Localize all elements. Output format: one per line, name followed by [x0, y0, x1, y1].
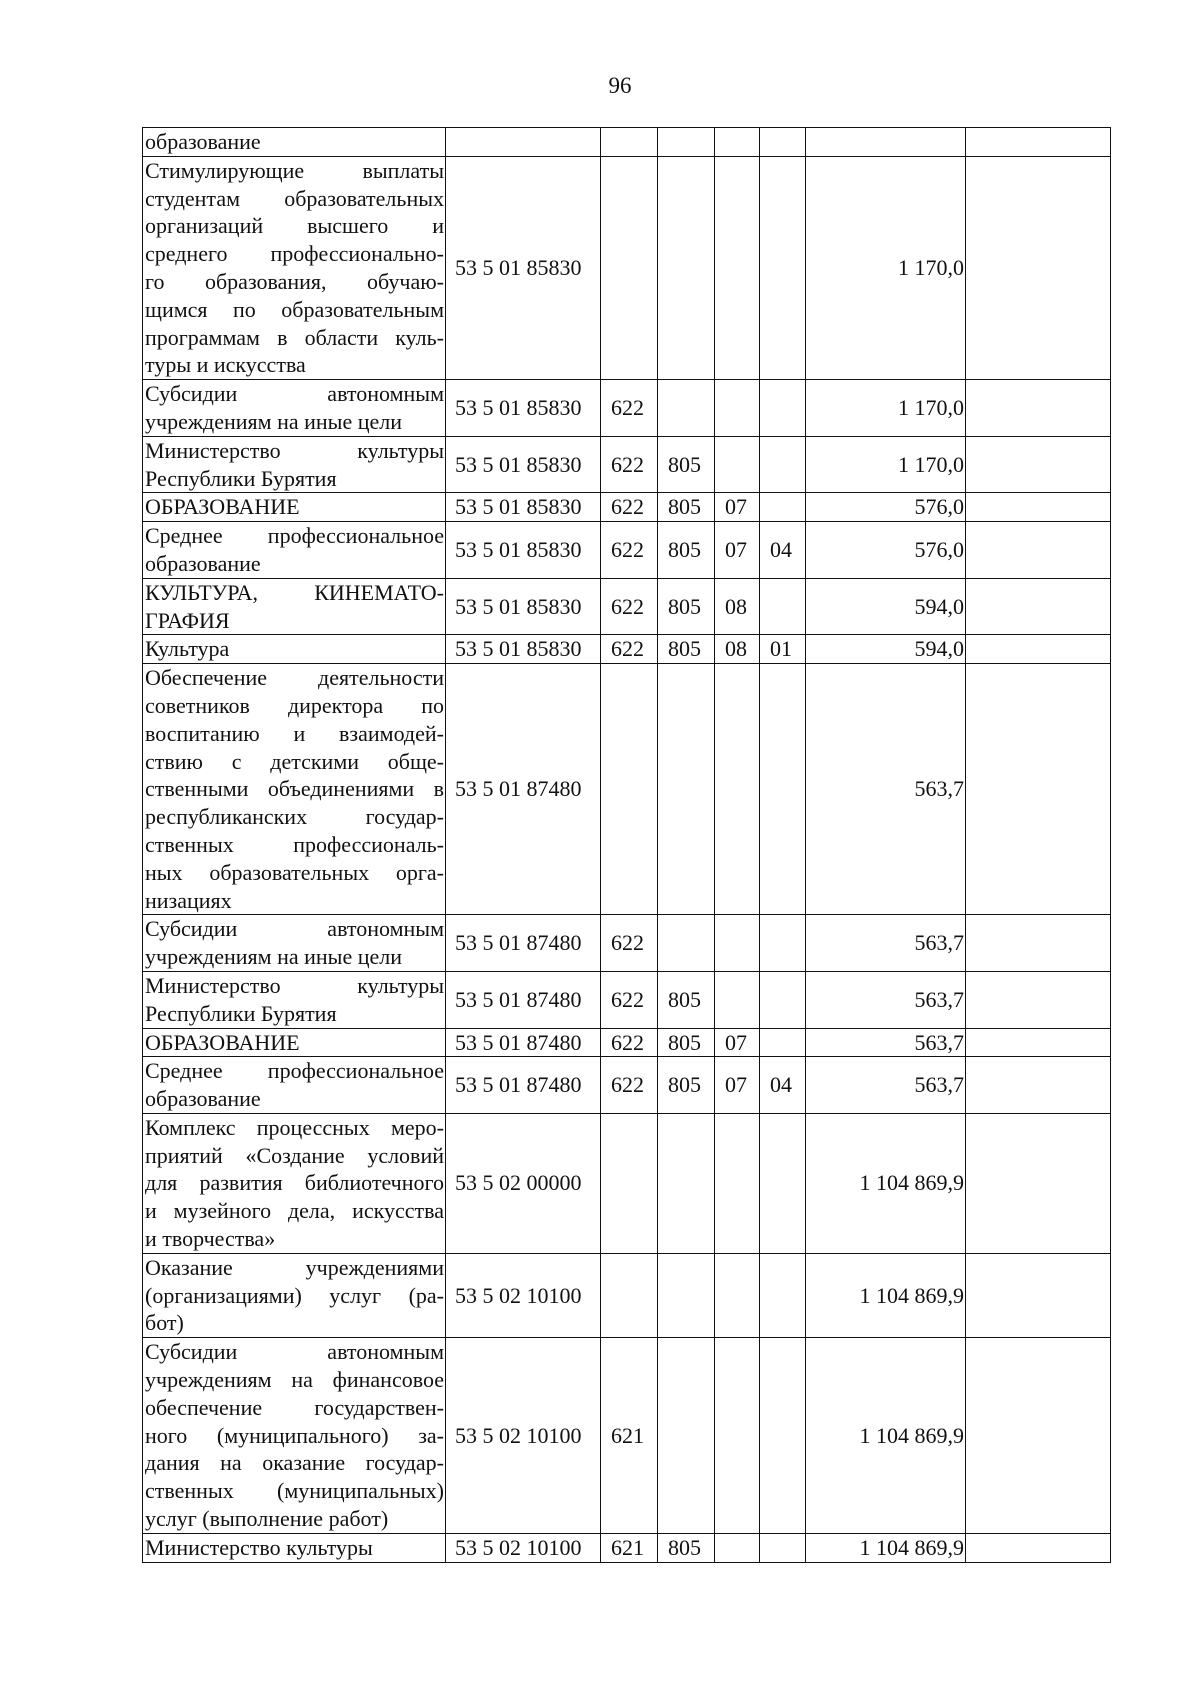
- cell-target-article: [446, 128, 601, 157]
- cell-section: [715, 915, 760, 972]
- table-row: [143, 436, 1111, 493]
- item-name-line: ГРАФИЯ: [145, 607, 230, 633]
- cell-target-article: 53 5 01 87480: [446, 915, 601, 972]
- item-name-line: воспитанию и взаимодей-: [145, 720, 444, 746]
- table-row: [143, 915, 1111, 972]
- cell-amount: 576,0: [806, 522, 966, 579]
- cell-section: 08: [715, 578, 760, 635]
- item-name-line: Министерство культуры: [145, 1534, 373, 1560]
- item-name-line: и музейного дела, искусства: [145, 1198, 444, 1224]
- cell-ministry-code: [658, 664, 715, 915]
- cell-item-name: [143, 522, 446, 579]
- item-name-line: Республики Бурятия: [145, 1000, 337, 1026]
- cell-extra: [966, 664, 1111, 915]
- cell-amount: 1 104 869,9: [806, 1533, 966, 1562]
- item-name-line: туры и искусства: [145, 352, 306, 378]
- cell-subsection: 04: [760, 1057, 806, 1114]
- cell-amount: [806, 128, 966, 157]
- item-name-line: учреждениям на иные цели: [145, 944, 402, 970]
- cell-subsection: [760, 578, 806, 635]
- cell-expense-type: 622: [601, 436, 658, 493]
- cell-extra: [966, 493, 1111, 522]
- item-name-line: Стимулирующие выплаты: [145, 157, 444, 183]
- item-name-line: дания на оказание государ-: [145, 1450, 444, 1476]
- cell-item-name: [143, 380, 446, 437]
- item-name-line: Министерство культуры: [145, 972, 444, 998]
- cell-expense-type: 622: [601, 380, 658, 437]
- cell-expense-type: 622: [601, 1057, 658, 1114]
- item-name-line: ОБРАЗОВАНИЕ: [145, 494, 300, 520]
- cell-expense-type: 622: [601, 635, 658, 664]
- cell-section: 07: [715, 522, 760, 579]
- cell-expense-type: 622: [601, 522, 658, 579]
- cell-item-name: [143, 1338, 446, 1534]
- cell-item-name: [143, 128, 446, 157]
- item-name-line: Культура: [145, 636, 230, 662]
- cell-ministry-code: 805: [658, 522, 715, 579]
- cell-section: 08: [715, 635, 760, 664]
- cell-subsection: [760, 1533, 806, 1562]
- cell-section: [715, 436, 760, 493]
- cell-ministry-code: [658, 128, 715, 157]
- cell-section: [715, 664, 760, 915]
- item-name-line: услуг (выполнение работ): [145, 1506, 389, 1532]
- cell-subsection: [760, 156, 806, 379]
- item-name-line: программам в области куль-: [145, 324, 444, 350]
- item-name-line: учреждениям на иные цели: [145, 408, 402, 434]
- cell-amount: 1 170,0: [806, 436, 966, 493]
- cell-subsection: [760, 1113, 806, 1253]
- cell-ministry-code: 805: [658, 1057, 715, 1114]
- item-name-line: учреждениям на финансовое: [145, 1367, 444, 1393]
- page-number: 96: [608, 73, 632, 98]
- cell-extra: [966, 1338, 1111, 1534]
- cell-amount: 576,0: [806, 493, 966, 522]
- item-name-line: бот): [145, 1310, 184, 1336]
- cell-ministry-code: 805: [658, 1028, 715, 1057]
- cell-amount: 1 170,0: [806, 380, 966, 437]
- cell-amount: 563,7: [806, 1028, 966, 1057]
- cell-target-article: 53 5 01 87480: [446, 664, 601, 915]
- cell-amount: 1 104 869,9: [806, 1113, 966, 1253]
- cell-expense-type: 622: [601, 915, 658, 972]
- item-name-line: советников директора по: [145, 692, 444, 718]
- cell-expense-type: [601, 664, 658, 915]
- cell-section: [715, 156, 760, 379]
- item-name-line: ных образовательных орга-: [145, 859, 444, 885]
- item-name-line: Комплекс процессных меро-: [145, 1114, 444, 1140]
- cell-subsection: [760, 1028, 806, 1057]
- cell-extra: [966, 1533, 1111, 1562]
- cell-target-article: 53 5 01 85830: [446, 635, 601, 664]
- item-name-line: Среднее профессиональное: [145, 1058, 444, 1084]
- cell-subsection: 01: [760, 635, 806, 664]
- cell-ministry-code: [658, 1338, 715, 1534]
- item-name-line: приятий «Создание условий: [145, 1142, 444, 1168]
- item-name-line: образование: [145, 1086, 261, 1112]
- cell-ministry-code: 805: [658, 436, 715, 493]
- item-name-line: ного (муниципального) за-: [145, 1422, 444, 1448]
- cell-expense-type: 622: [601, 493, 658, 522]
- cell-extra: [966, 1028, 1111, 1057]
- item-name-line: организаций высшего и: [145, 213, 444, 239]
- cell-extra: [966, 1057, 1111, 1114]
- table-row: [143, 156, 1111, 379]
- cell-section: [715, 1338, 760, 1534]
- cell-subsection: 04: [760, 522, 806, 579]
- cell-subsection: [760, 971, 806, 1028]
- cell-expense-type: 622: [601, 971, 658, 1028]
- item-name-line: ственными объединениями в: [145, 776, 444, 802]
- table-row: [143, 522, 1111, 579]
- table-row: [143, 635, 1111, 664]
- cell-item-name: [143, 1057, 446, 1114]
- cell-subsection: [760, 1253, 806, 1337]
- cell-ministry-code: [658, 915, 715, 972]
- cell-expense-type: 621: [601, 1338, 658, 1534]
- cell-section: [715, 1113, 760, 1253]
- cell-target-article: 53 5 01 87480: [446, 1028, 601, 1057]
- cell-item-name: [143, 156, 446, 379]
- table-row: [143, 128, 1111, 157]
- budget-table-body: [143, 128, 1111, 1563]
- table-row: [143, 1253, 1111, 1337]
- item-name-line: ственных профессиональ-: [145, 831, 444, 857]
- budget-table: [142, 127, 1111, 1563]
- cell-extra: [966, 128, 1111, 157]
- item-name-line: го образования, обучаю-: [145, 268, 444, 294]
- item-name-line: КУЛЬТУРА, КИНЕМАТО-: [145, 579, 444, 605]
- item-name-line: и творчества»: [145, 1226, 276, 1252]
- table-row: [143, 971, 1111, 1028]
- cell-ministry-code: 805: [658, 1533, 715, 1562]
- cell-section: [715, 971, 760, 1028]
- item-name-line: среднего профессионально-: [145, 241, 444, 267]
- item-name-line: Субсидии автономным: [145, 916, 444, 942]
- cell-ministry-code: [658, 380, 715, 437]
- cell-subsection: [760, 380, 806, 437]
- cell-extra: [966, 971, 1111, 1028]
- cell-ministry-code: [658, 1253, 715, 1337]
- cell-expense-type: 622: [601, 1028, 658, 1057]
- cell-target-article: 53 5 02 10100: [446, 1253, 601, 1337]
- cell-target-article: 53 5 01 87480: [446, 1057, 601, 1114]
- cell-target-article: 53 5 01 85830: [446, 493, 601, 522]
- cell-extra: [966, 522, 1111, 579]
- cell-item-name: [143, 493, 446, 522]
- cell-expense-type: [601, 1113, 658, 1253]
- table-row: [143, 1338, 1111, 1534]
- cell-expense-type: [601, 1253, 658, 1337]
- cell-item-name: [143, 971, 446, 1028]
- cell-extra: [966, 1113, 1111, 1253]
- item-name-line: Республики Бурятия: [145, 465, 337, 491]
- cell-target-article: 53 5 01 85830: [446, 522, 601, 579]
- item-name-line: студентам образовательных: [145, 185, 444, 211]
- item-name-line: Среднее профессиональное: [145, 523, 444, 549]
- cell-target-article: 53 5 02 00000: [446, 1113, 601, 1253]
- cell-amount: 563,7: [806, 971, 966, 1028]
- cell-section: [715, 1533, 760, 1562]
- cell-item-name: [143, 1113, 446, 1253]
- item-name-line: обеспечение государствен-: [145, 1394, 444, 1420]
- cell-item-name: [143, 664, 446, 915]
- cell-expense-type: [601, 156, 658, 379]
- cell-item-name: [143, 635, 446, 664]
- item-name-line: низациях: [145, 887, 232, 913]
- cell-extra: [966, 915, 1111, 972]
- cell-amount: 563,7: [806, 1057, 966, 1114]
- cell-extra: [966, 635, 1111, 664]
- cell-item-name: [143, 578, 446, 635]
- cell-amount: 1 104 869,9: [806, 1253, 966, 1337]
- item-name-line: ОБРАЗОВАНИЕ: [145, 1029, 300, 1055]
- cell-amount: 1 170,0: [806, 156, 966, 379]
- cell-amount: 594,0: [806, 578, 966, 635]
- cell-subsection: [760, 128, 806, 157]
- cell-target-article: 53 5 02 10100: [446, 1533, 601, 1562]
- cell-subsection: [760, 493, 806, 522]
- cell-target-article: 53 5 01 85830: [446, 578, 601, 635]
- cell-extra: [966, 380, 1111, 437]
- cell-amount: 563,7: [806, 915, 966, 972]
- cell-ministry-code: [658, 156, 715, 379]
- cell-target-article: 53 5 01 87480: [446, 971, 601, 1028]
- cell-expense-type: 621: [601, 1533, 658, 1562]
- table-row: [143, 1057, 1111, 1114]
- cell-section: 07: [715, 1028, 760, 1057]
- cell-extra: [966, 156, 1111, 379]
- cell-section: [715, 128, 760, 157]
- item-name-line: ствию с детскими обще-: [145, 748, 444, 774]
- cell-section: 07: [715, 1057, 760, 1114]
- table-row: [143, 1533, 1111, 1562]
- cell-item-name: [143, 1533, 446, 1562]
- cell-item-name: [143, 1253, 446, 1337]
- cell-amount: 1 104 869,9: [806, 1338, 966, 1534]
- cell-item-name: [143, 1028, 446, 1057]
- item-name-line: ственных (муниципальных): [145, 1478, 444, 1504]
- item-name-line: (организациями) услуг (ра-: [145, 1282, 444, 1308]
- cell-subsection: [760, 915, 806, 972]
- cell-expense-type: [601, 128, 658, 157]
- cell-ministry-code: [658, 1113, 715, 1253]
- cell-section: 07: [715, 493, 760, 522]
- item-name-line: образование: [145, 550, 261, 576]
- cell-target-article: 53 5 01 85830: [446, 156, 601, 379]
- cell-extra: [966, 1253, 1111, 1337]
- item-name-line: Субсидии автономным: [145, 381, 444, 407]
- cell-amount: 563,7: [806, 664, 966, 915]
- cell-section: [715, 380, 760, 437]
- item-name-line: Обеспечение деятельности: [145, 665, 444, 691]
- table-row: [143, 493, 1111, 522]
- cell-extra: [966, 578, 1111, 635]
- cell-target-article: 53 5 01 85830: [446, 436, 601, 493]
- cell-target-article: 53 5 01 85830: [446, 380, 601, 437]
- cell-section: [715, 1253, 760, 1337]
- cell-ministry-code: 805: [658, 493, 715, 522]
- item-name-line: для развития библиотечного: [145, 1170, 444, 1196]
- table-row: [143, 664, 1111, 915]
- cell-subsection: [760, 664, 806, 915]
- cell-expense-type: 622: [601, 578, 658, 635]
- item-name-line: Министерство культуры: [145, 437, 444, 463]
- cell-subsection: [760, 1338, 806, 1534]
- table-row: [143, 578, 1111, 635]
- table-row: [143, 1028, 1111, 1057]
- cell-ministry-code: 805: [658, 971, 715, 1028]
- item-name-line: щимся по образовательным: [145, 296, 444, 322]
- cell-ministry-code: 805: [658, 578, 715, 635]
- item-name-line: Субсидии автономным: [145, 1339, 444, 1365]
- table-row: [143, 1113, 1111, 1253]
- cell-item-name: [143, 436, 446, 493]
- table-row: [143, 380, 1111, 437]
- cell-target-article: 53 5 02 10100: [446, 1338, 601, 1534]
- cell-item-name: [143, 915, 446, 972]
- item-name-line: Оказание учреждениями: [145, 1254, 444, 1280]
- cell-amount: 594,0: [806, 635, 966, 664]
- item-name-line: образование: [145, 129, 261, 154]
- cell-ministry-code: 805: [658, 635, 715, 664]
- cell-extra: [966, 436, 1111, 493]
- cell-subsection: [760, 436, 806, 493]
- item-name-line: республиканских государ-: [145, 804, 444, 830]
